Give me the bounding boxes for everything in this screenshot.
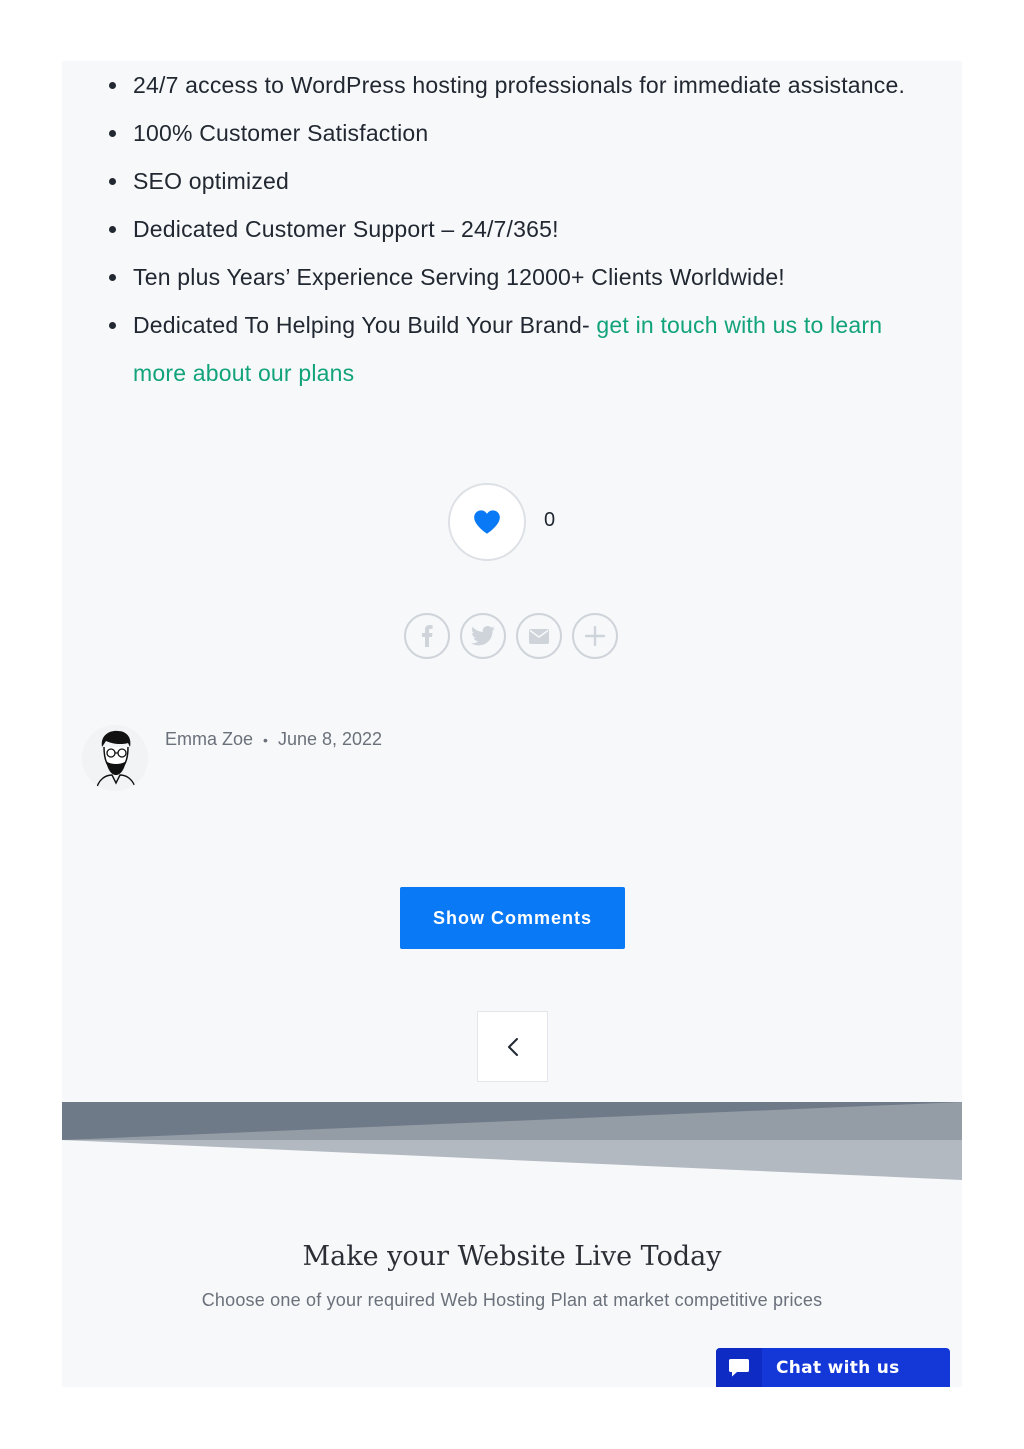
feature-text: Dedicated Customer Support – 24/7/365! xyxy=(133,216,559,242)
chat-bubble-icon xyxy=(716,1348,762,1387)
feature-text: SEO optimized xyxy=(133,168,289,194)
author-avatar[interactable] xyxy=(82,725,148,791)
author-portrait-icon xyxy=(82,725,148,791)
post-content-area xyxy=(62,61,962,1387)
contact-link[interactable]: get in touch with us to learn more about our plans xyxy=(133,312,883,386)
share-twitter-button[interactable] xyxy=(460,613,506,659)
like-count: 0 xyxy=(544,509,556,531)
feature-item xyxy=(133,109,962,157)
cta-subtitle: Choose one of your required Web Hosting Plan at market competitive prices xyxy=(201,1290,823,1310)
share-buttons xyxy=(404,613,618,659)
feature-item xyxy=(133,205,962,253)
post-date[interactable]: June 8, 2022 xyxy=(277,729,383,749)
author-name[interactable]: Emma Zoe xyxy=(165,729,254,749)
previous-post-button[interactable] xyxy=(477,1011,548,1082)
like-button[interactable] xyxy=(448,483,526,561)
post-meta xyxy=(165,729,382,750)
share-more-button[interactable] xyxy=(572,613,618,659)
chat-label: Chat with us xyxy=(776,1357,900,1378)
section-divider xyxy=(62,1102,962,1180)
twitter-icon xyxy=(471,626,495,646)
share-facebook-button[interactable] xyxy=(404,613,450,659)
feature-item xyxy=(133,157,962,205)
email-icon xyxy=(529,629,549,644)
cta-title: Make your Website Live Today xyxy=(302,1241,722,1272)
feature-text: Dedicated To Helping You Build Your Brand- xyxy=(133,312,597,338)
feature-text: 100% Customer Satisfaction xyxy=(133,120,429,146)
feature-text: 24/7 access to WordPress hosting professionals for immediate assistance. xyxy=(133,72,906,98)
feature-item xyxy=(133,253,962,301)
chat-widget-button[interactable] xyxy=(716,1348,950,1387)
facebook-icon xyxy=(421,625,433,647)
heart-icon xyxy=(473,509,501,535)
feature-list xyxy=(62,61,962,397)
show-comments-button[interactable]: Show Comments xyxy=(400,887,625,949)
share-email-button[interactable] xyxy=(516,613,562,659)
feature-item xyxy=(133,301,962,397)
meta-separator: • xyxy=(263,731,268,748)
plus-icon xyxy=(585,626,605,646)
feature-text: Ten plus Years’ Experience Serving 12000+ Clients Worldwide! xyxy=(133,264,785,290)
chevron-left-icon xyxy=(507,1037,519,1057)
feature-item xyxy=(133,61,962,109)
